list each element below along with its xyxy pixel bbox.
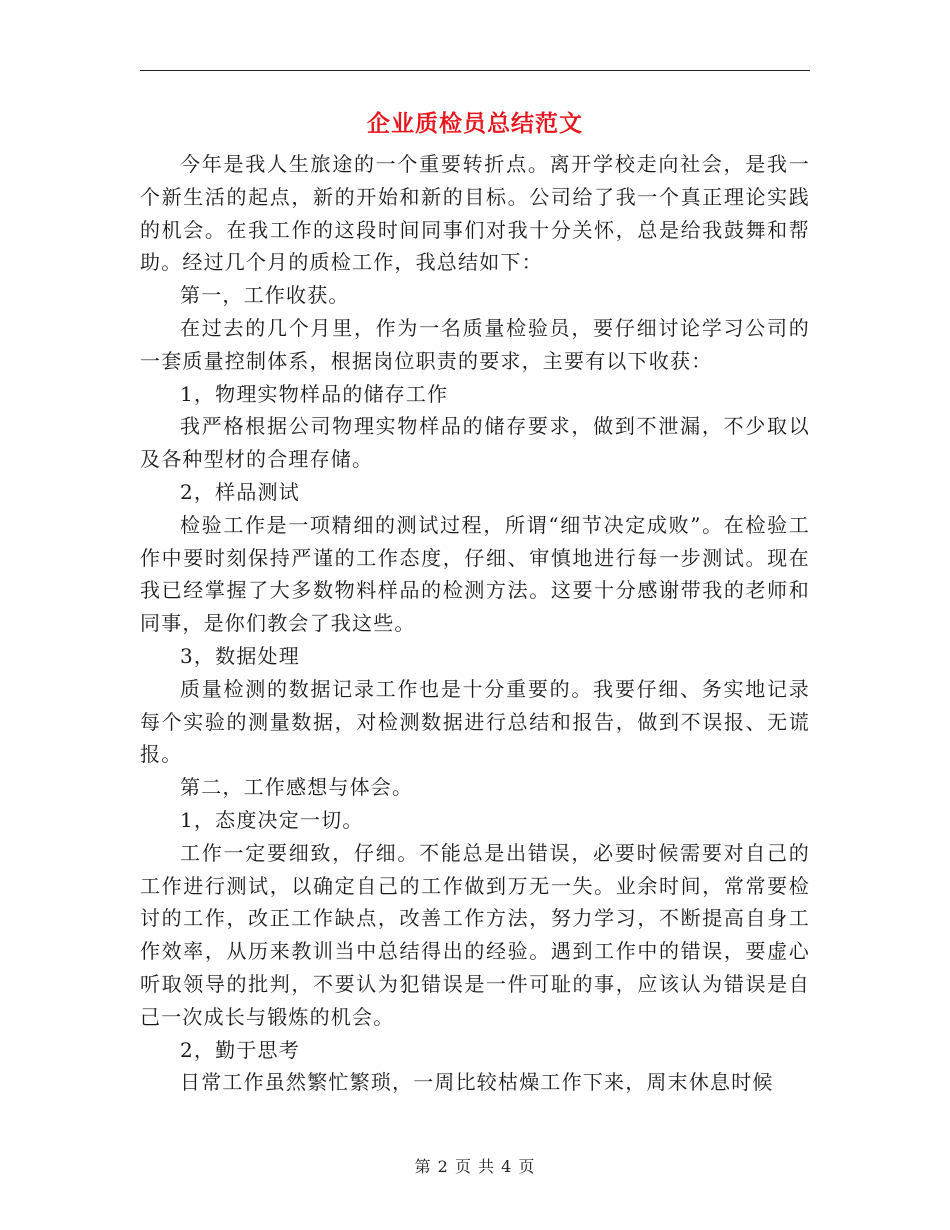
paragraph-data-processing: 质量检测的数据记录工作也是十分重要的。我要仔细、务实地记录每个实验的测量数据，对检测数据进行总结和报告，做到不误报、无谎报。	[140, 676, 810, 767]
section-heading-gains: 第一，工作收获。	[180, 283, 350, 308]
page-number-footer: 第 2 页 共 4 页	[414, 1157, 536, 1176]
paragraph-thinking: 日常工作虽然繁忙繁琐，一周比较枯燥工作下来，周末休息时候	[180, 1070, 774, 1095]
subheading-sample-storage: 1，物理实物样品的储存工作	[180, 381, 449, 406]
document-title: 企业质检员总结范文	[367, 110, 583, 137]
paragraph-gains-intro: 在过去的几个月里，作为一名质量检验员，要仔细讨论学习公司的一套质量控制体系，根据岗位职责的要求，主要有以下收获：	[140, 315, 810, 373]
paragraph-intro: 今年是我人生旅途的一个重要转折点。离开学校走向社会，是我一个新生活的起点，新的开始和新的目标。公司给了我一个真正理论实践的机会。在我工作的这段时间同事们对我十分关怀，总是给我鼓舞和帮助。经过几个月的质检工作，我总结如下：	[140, 152, 810, 275]
paragraph-sample-testing: 检验工作是一项精细的测试过程，所谓“细节决定成败”。在检验工作中要时刻保持严谨的工作态度，仔细、审慎地进行每一步测试。现在我已经掌握了大多数物料样品的检测方法。这要十分感谢带我的老师和同事，是你们教会了我这些。	[140, 512, 810, 636]
paragraph-sample-storage: 我严格根据公司物理实物样品的储存要求，做到不泄漏，不少取以及各种型材的合理存储。	[140, 414, 810, 472]
paragraph-attitude: 工作一定要细致，仔细。不能总是出错误，必要时候需要对自己的工作进行测试，以确定自己的工作做到万无一失。业余时间，常常要检讨的工作，改正工作缺点，改善工作方法，努力学习，不断提高自身工作效率，从历来教训当中总结得出的经验。遇到工作中的错误，要虚心听取领导的批判，不要认为犯错误是一件可耻的事，应该认为错误是自己一次成长与锻炼的机会。	[140, 840, 810, 1029]
subheading-data-processing: 3，数据处理	[180, 643, 300, 668]
document-body	[140, 148, 810, 1099]
subheading-thinking: 2，勤于思考	[180, 1037, 300, 1062]
section-heading-reflections: 第二，工作感想与体会。	[180, 775, 414, 800]
subheading-sample-testing: 2，样品测试	[180, 479, 300, 504]
header-rule	[140, 70, 810, 71]
subheading-attitude: 1，态度决定一切。	[180, 807, 364, 832]
